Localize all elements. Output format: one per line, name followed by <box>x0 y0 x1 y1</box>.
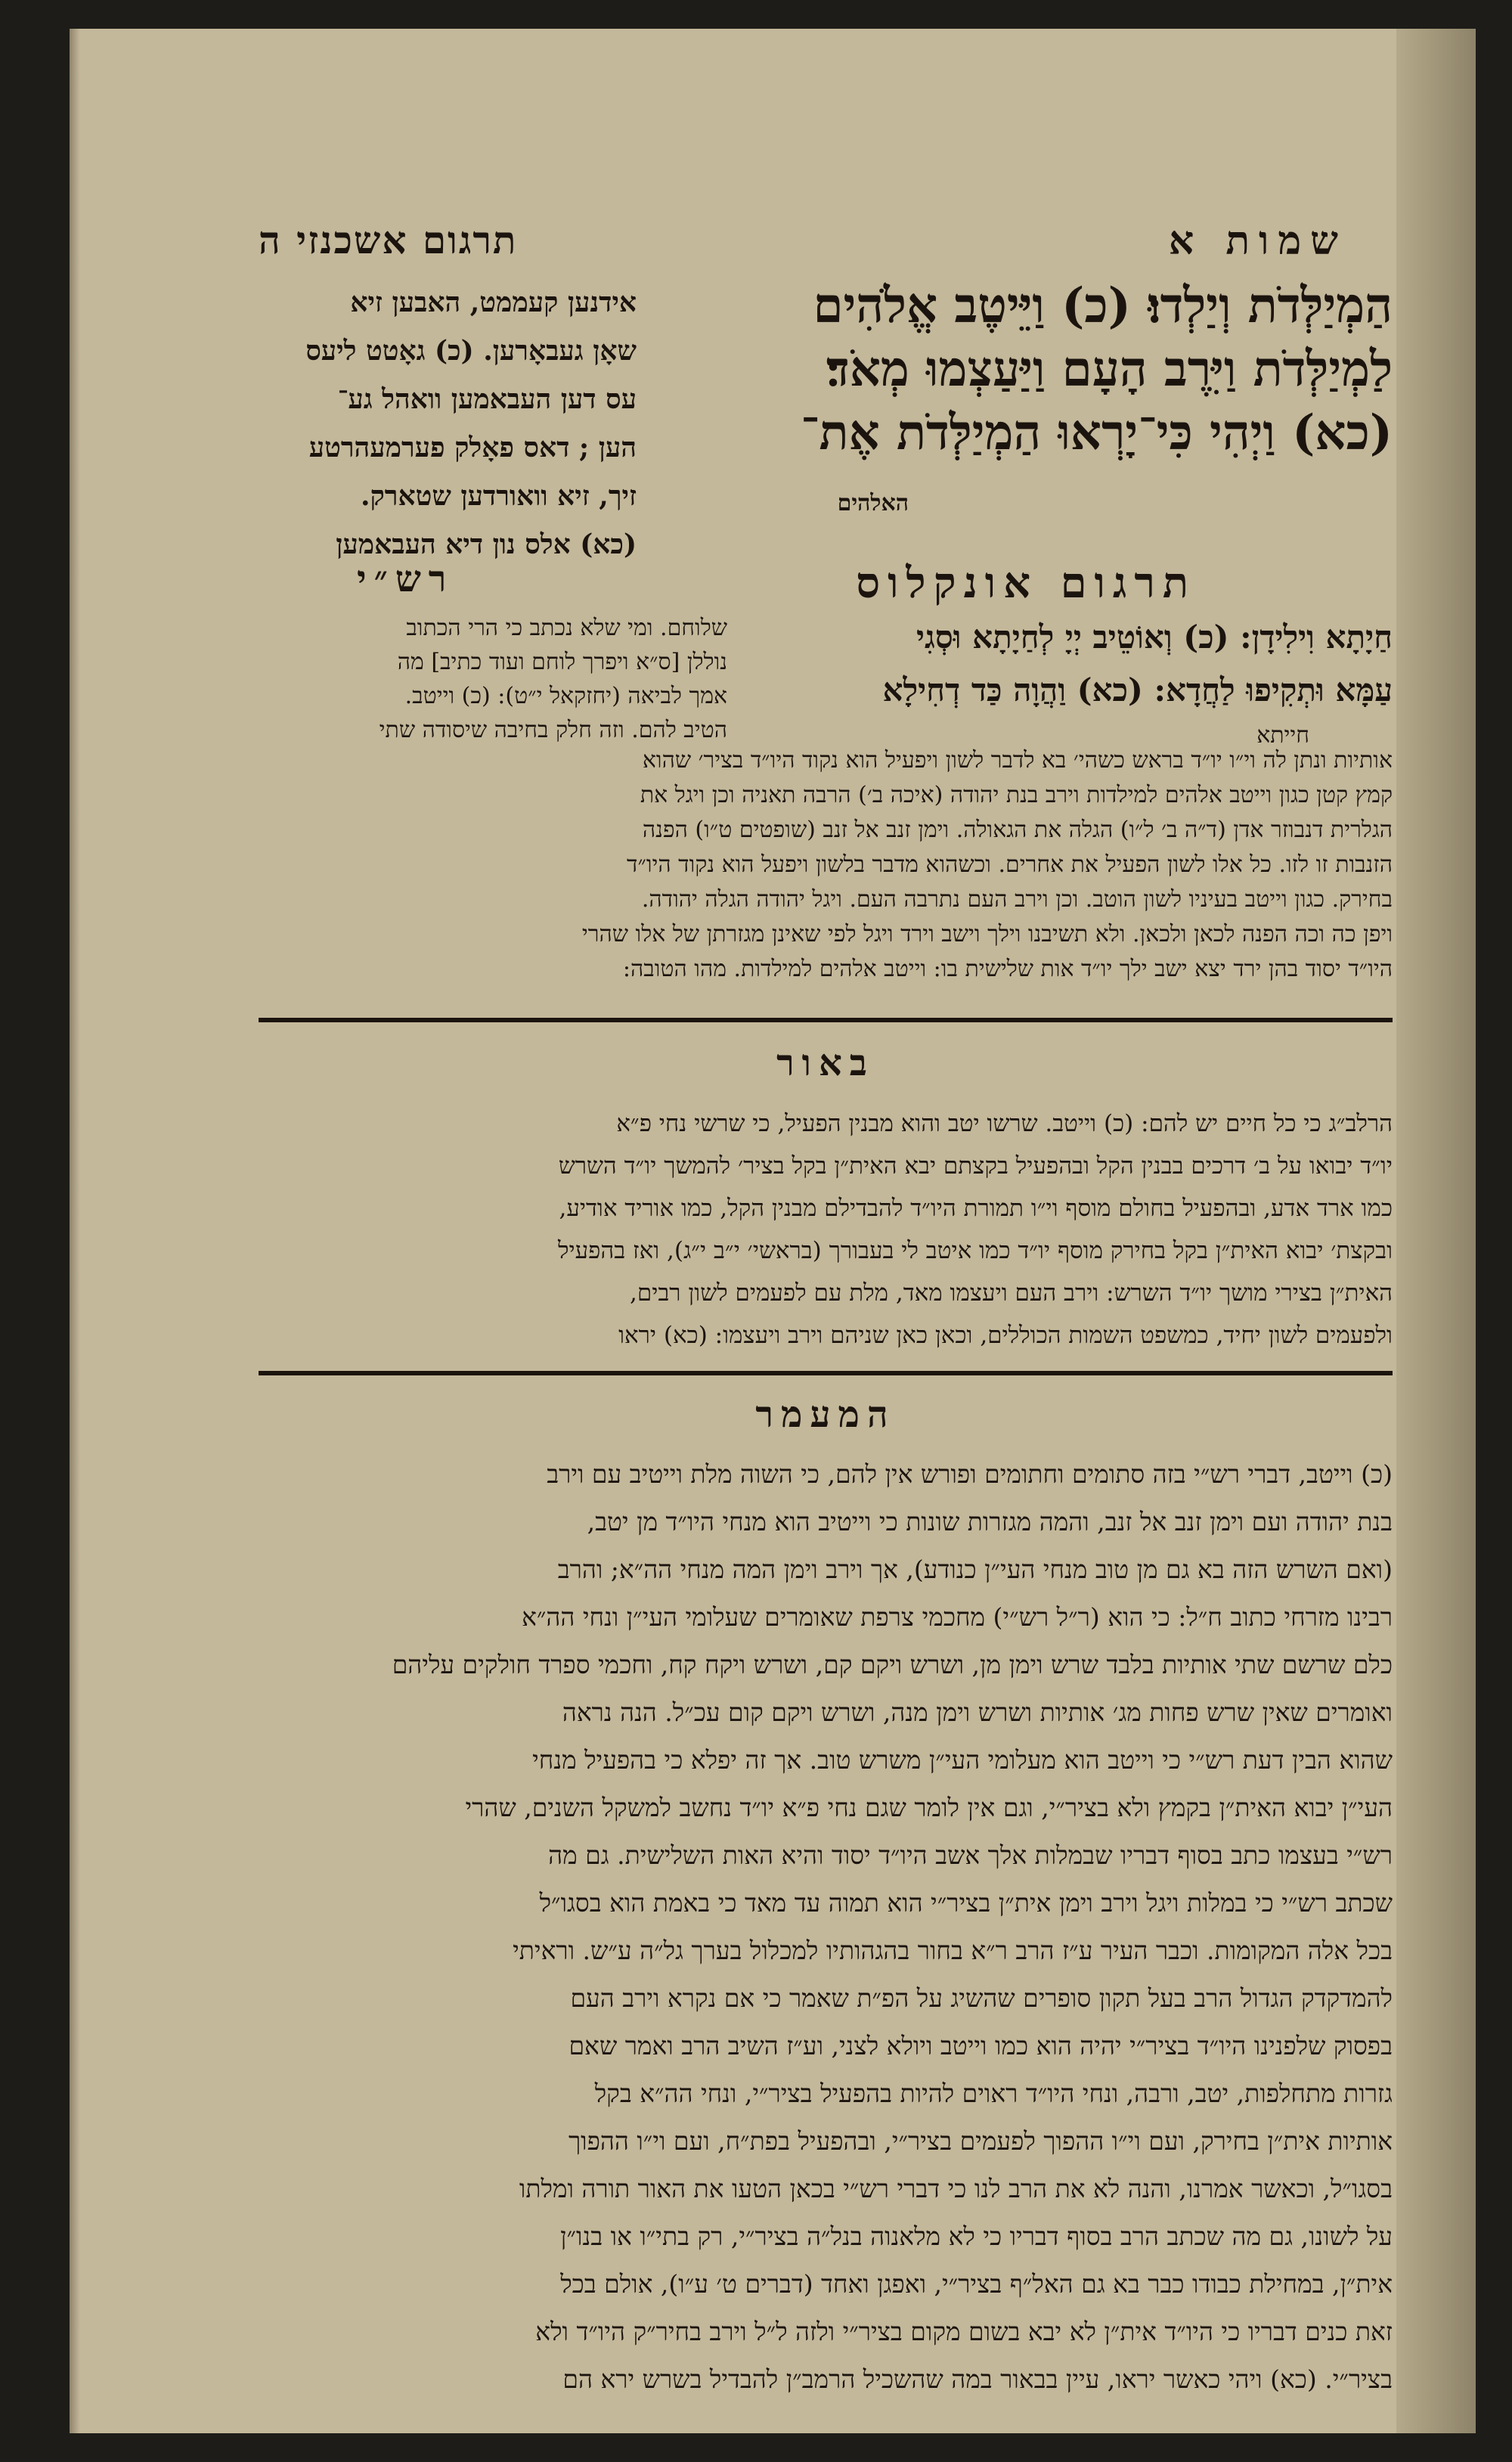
rashi-side-column <box>259 611 727 747</box>
hameamer-line: זאת כנים דבריו כי היו״ד אית״ן לא יבא בשום מקום בציר״י ולזה ל״ל וירב בחיר״ק היו״ד ולא <box>535 2317 1393 2346</box>
book-binding-edge <box>1396 29 1476 2433</box>
rashi-line: הגלרית דנבוזר אדן (ד״ה ב׳ ל״ו) הגלה את הגאולה. וימן זנב אל זנב (שופטים ט״ו) הפנה <box>642 817 1393 843</box>
beur-line: ובקצת׳ יבוא האית״ן בקל בחירק מוסף יו״ד כמו איטב לי בעבורך (בראשי׳ י״ב י״ג), ואז בהפעיל <box>557 1237 1393 1264</box>
verse-line: לַמְיַלְּדֹת וַיִּרֶב הָעָם וַיַּעַצְמוּ מְאֹד׃ <box>826 341 1393 398</box>
beur-body <box>259 1102 1393 1357</box>
hameamer-line: אית״ן, במחילת כבודו כבר בא גם האל״ף בציר״י, ואפגן ואחד (דברים ט׳ ע״ו), אולם בכל <box>560 2269 1393 2299</box>
hameamer-line: להמדקדק הגדול הרב בעל תקון סופרים שהשיג על הפ״ת שאמר כי אם נקרא וירב העם <box>570 1983 1393 2013</box>
hameamer-line: בסגו״ל, וכאשר אמרנו, והנה לא את הרב לנו כי דברי רש״י בכאן הטעו את האור תורה ומלתו <box>519 2174 1393 2203</box>
hameamer-line: ואומרים שאין שרש פחות מג׳ אותיות ושרש וימן מנה, ושרש ויקם קום עכ״ל. הנה נראה <box>562 1698 1393 1727</box>
rashi-line: בחירק. כגון וייטב בעיניו לשון הוטב. וכן וירב העם נתרבה העם. ויגל יהודה הגלה יהודה. <box>641 886 1393 913</box>
rashi-line: הזנבות זו לזו. כל אלו לשון הפעיל את אחרים. וכשהוא מדבר בלשון ויפעל הוא נקוד היו״ד <box>627 851 1393 878</box>
hameamer-line: שהוא הבין דעת רש״י כי וייטב הוא מעלומי העי״ן משרש טוב. אך זה יפלא כי בהפעיל מנחי <box>532 1745 1393 1775</box>
hameamer-line: (ואם השרש הזה בא גם מן טוב מנחי העי״ן כנודע), אך וירב וימן המה מנחי הה״א; והרב <box>557 1555 1393 1584</box>
rashi-title: רש״י <box>357 558 454 600</box>
targum-ashkenazi-line: עס דען העבאמען וואהל גע־ <box>337 383 637 415</box>
rashi-line: הטיב להם. וזה חלק בחיבה שיסודה שתי <box>379 717 727 743</box>
rashi-line: נוללן [ס״א ויפרך לוחם ועוד כתיב] מה <box>397 649 727 675</box>
section-divider <box>259 1018 1393 1022</box>
rashi-line: היו״ד יסוד בהן ירד יצא ישב ילך יו״ד אות שלישית בו: וייטב אלהים למילדות. מהו הטובה: <box>622 956 1393 982</box>
rashi-line: אמך לביאה (יחזקאל י״ט): (כ) וייטב. <box>404 683 727 709</box>
rashi-full-width <box>259 743 1393 987</box>
rashi-line: קמץ קטן כגון וייטב אלהים למילדות וירב בנת יהודה (איכה ב׳) הרבה תאניה וכן ויגל את <box>640 782 1393 808</box>
beur-line: כמו ארד אדע, ובהפעיל בחולם מוסף וי״ו תמורת היו״ד להבדילם מבנין הקל, כמו אוריד אודיע, <box>559 1195 1393 1222</box>
beur-title: באור <box>776 1042 875 1084</box>
verse-column <box>644 274 1393 465</box>
targum-ashkenazi-title: תרגום אשכנזי ה <box>259 218 518 262</box>
hameamer-line: אותיות אית״ן בחירק, ועם וי״ו ההפוך לפעמים בציר״י, ובהפעיל בפת״ח, ועם וי״ו ההפוך <box>568 2126 1393 2156</box>
onkelos-line: עַמָּא וּתְקִיפוּ לַחֲדָא: (כא) וַהֲוָה כַּד דְחִילָא <box>882 671 1393 709</box>
hameamer-line: (כ) וייטב, דברי רש״י בזה סתומים וחתומים ופורש אין להם, כי השוה מלת וייטיב עם וירב <box>547 1459 1393 1489</box>
beur-line: יו״ד יבואו על ב׳ דרכים בבנין הקל ובהפעיל בקצתם יבא האית״ן בקל בציר׳ להמשך יו״ד השרש <box>558 1152 1393 1180</box>
onkelos-catchword: חייתא <box>1256 722 1309 749</box>
hameamer-line: כלם שרשם שתי אותיות בלבד שרש וימן מן, ושרש ויקם קם, ושרש ויקח קח, וחכמי ספרד חולקים עליהם <box>392 1650 1393 1679</box>
section-divider <box>259 1371 1393 1375</box>
hameamer-line: בפסוק שלפנינו היו״ד בציר״י יהיה הוא כמו וייטב ויולא לצני, וע״ז השיב הרב ואמר שאם <box>569 2031 1393 2060</box>
hameamer-line: העי״ן יבוא האית״ן בקמץ ולא בציר״י, וגם אין לומר שגם נחי פ״א יו״ד נחשב למשקל השנים, שהרי <box>465 1793 1393 1822</box>
onkelos-line: חַיָתָא וִילִידָן: (כ) וְאוֹטֵיב יְיָ לְחַיָתָא וּסְגִי <box>916 619 1393 656</box>
verse-line: (כא) וַיְהִי כִּי־יָרְאוּ הַמְיַלְּדֹת אֶת־ <box>801 405 1393 461</box>
rashi-line: ויפן כה וכה הפנה לכאן ולכאן. ולא תשיבנו וילך וישב וירד ויגל לפי שאינן מגזרתן של אלו שהרי <box>581 921 1393 947</box>
beur-line: האית״ן בצירי מושך יו״ד השרש: וירב העם ויעצמו מאד, מלת עם לפעמים לשון רבים, <box>630 1279 1393 1307</box>
targum-ashkenazi-line: זיך, זיא וואורדען שטארק. <box>360 480 637 512</box>
targum-ashkenazi-line: הען ; דאס פאָלק פערמעהרטע <box>308 432 637 464</box>
running-head-title: שמות א <box>1168 218 1347 264</box>
hameamer-line: שכתב רש״י כי במלות ויגל וירב וימן אית״ן בציר״י הוא תמוה עד מאד כי באמת הוא בסגו״ל <box>539 1888 1393 1918</box>
targum-ashkenazi-column <box>259 278 637 569</box>
hameamer-line: רבינו מזרחי כתוב ח״ל: כי הוא (ר״ל רש״י) מחכמי צרפת שאומרים שעלומי העי״ן ונחי הה״א <box>522 1602 1393 1632</box>
onkelos-title: תרגום אונקלוס <box>856 558 1196 608</box>
hameamer-title: המעמר <box>755 1394 896 1436</box>
targum-ashkenazi-line: אידנען קעממט, האבען זיא <box>350 287 637 318</box>
hameamer-line: בנת יהודה ועם וימן זנב אל זנב, והמה מגזרות שונות כי וייטיב הוא מנחי היו״ד מן יטב, <box>587 1507 1393 1536</box>
beur-line: ולפעמים לשון יחיד, כמשפט השמות הכוללים, וכאן כאן שניהם וירב ויעצמו: (כא) יראו <box>618 1322 1393 1349</box>
page-gutter-shadow <box>70 29 80 2433</box>
targum-ashkenazi-line: שאָן געבאָרען. (כ) גאָטט ליעס <box>305 335 637 367</box>
hameamer-line: רש״י בעצמו כתב בסוף דבריו שבמלות אלך אשב היו״ד יסוד והיא האות השלישית. גם מה <box>548 1840 1393 1870</box>
hameamer-line: בכל אלה המקומות. וכבר העיר ע״ז הרב ר״א בחור בהגהותיו למכלול בערך גל״ה ע״ש. וראיתי <box>513 1936 1393 1965</box>
onkelos-column <box>742 611 1393 755</box>
verse-line: הַמְיַלְּדֹת וְיַלְדוּ׃ (כ) וַיֵּיטֶב אֱלֹהִים <box>813 278 1393 334</box>
targum-ashkenazi-line: (כא) אלס נון דיא העבאמען <box>336 529 637 560</box>
book-page <box>70 29 1476 2433</box>
hameamer-line: על לשונו, גם מה שכתב הרב בסוף דבריו כי לא מלאנוה בנל״ה בציר״י, רק בתי״ו או בנו״ן <box>560 2222 1393 2251</box>
beur-line: הרלב״ג כי כל חיים יש להם: (כ) וייטב. שרשו יטב והוא מבנין הפעיל, כי שרשי נחי פ״א <box>616 1110 1393 1137</box>
rashi-line: אותיות ונתן לה וי״ו יו״ד בראש כשהי׳ בא לדבר לשון ויפעיל הוא נקוד היו״ד בציר׳ שהוא <box>642 747 1393 774</box>
rashi-line: שלוחם. ומי שלא נכתב כי הרי הכתוב <box>406 615 727 641</box>
verse-catchword: האלהים <box>837 490 909 516</box>
hameamer-line: בציר״י. (כא) ויהי כאשר יראו, עיין בבאור במה שהשכיל הרמב״ן להבדיל בשרש ירא הם <box>562 2364 1393 2394</box>
hameamer-line: גזרות מתחלפות, יטב, ורבה, ונחי היו״ד ראוים להיות בהפעיל בציר״י, ונחי הה״א בקל <box>594 2079 1393 2108</box>
hameamer-body <box>259 1450 1393 2403</box>
